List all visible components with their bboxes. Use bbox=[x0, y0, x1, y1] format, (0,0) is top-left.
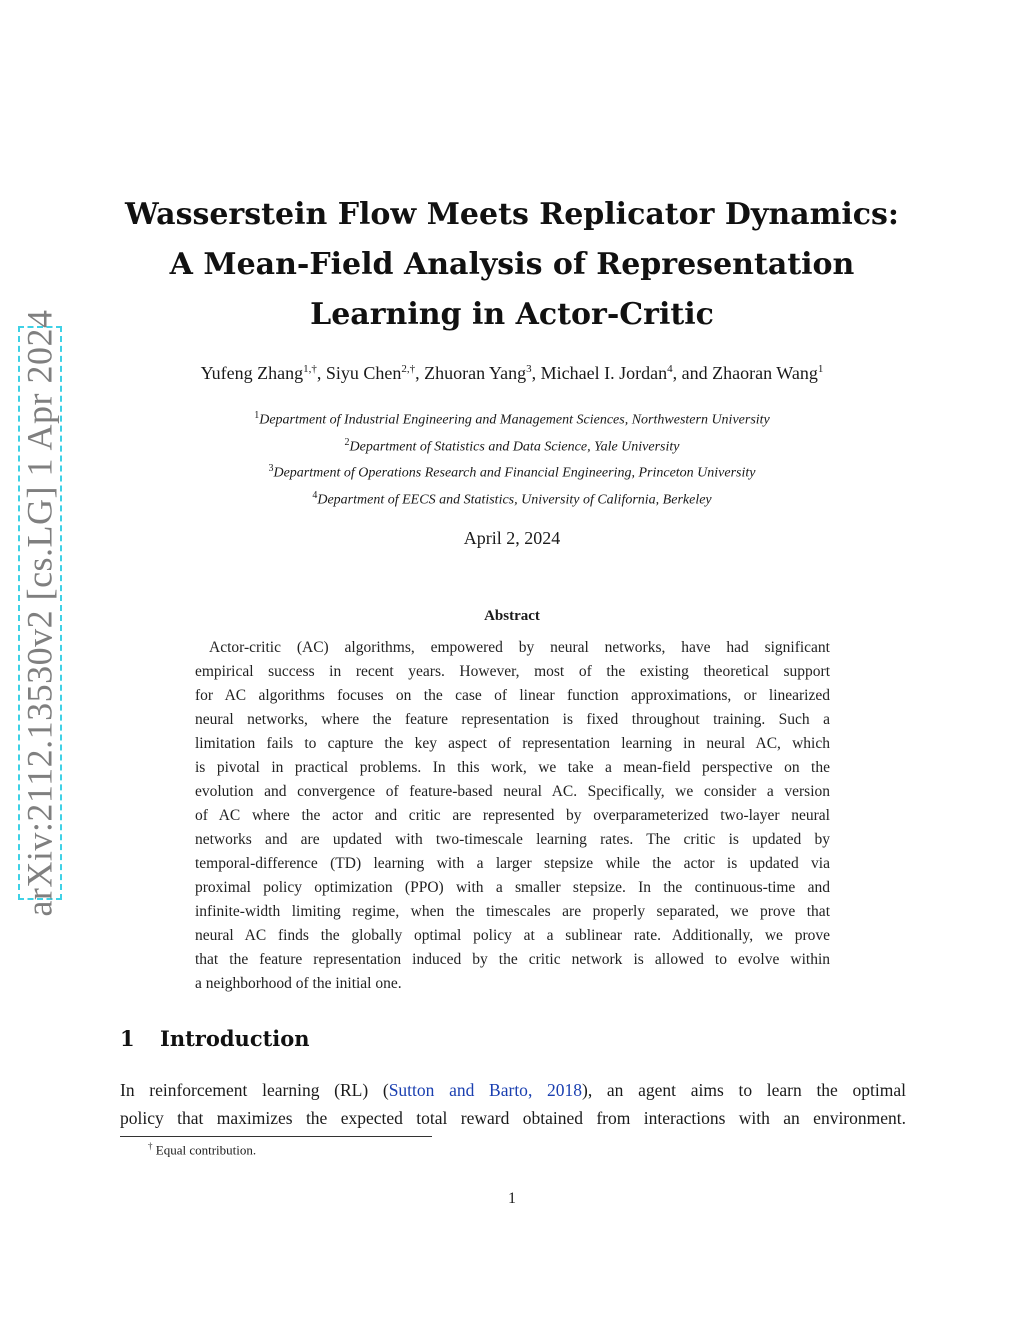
publication-date: April 2, 2024 bbox=[463, 528, 561, 548]
abstract-heading: Abstract bbox=[484, 608, 540, 624]
abstract-line: for AC algorithms focuses on the case of linear function approximations, or linearized bbox=[195, 687, 830, 704]
affiliation-text: Department of EECS and Statistics, University of California, Berkeley bbox=[317, 492, 712, 508]
arxiv-identifier: arXiv:2112.13530v2 [cs.LG] 1 Apr 2024 bbox=[20, 309, 60, 917]
abstract-line: is pivotal in practical problems. In this work, we take a mean-field perspective on the bbox=[195, 759, 830, 776]
affiliation-list bbox=[100, 405, 924, 512]
author-affiliation-mark: 3 bbox=[526, 363, 532, 375]
citation-year: 2018 bbox=[547, 1080, 583, 1100]
footnote-mark: † bbox=[148, 1141, 153, 1151]
affiliation-mark: 1 bbox=[254, 410, 260, 421]
abstract-line: of AC where the actor and critic are represented by overparameterized two-layer neural bbox=[195, 807, 830, 824]
intro-paragraph bbox=[120, 1076, 906, 1132]
footnote bbox=[148, 1141, 256, 1158]
abstract-line: temporal-difference (TD) learning with a larger stepsize while the actor is updated via bbox=[195, 855, 830, 872]
affiliation bbox=[100, 405, 924, 432]
author-affiliation-mark: 1 bbox=[817, 363, 824, 375]
affiliation bbox=[100, 432, 924, 459]
abstract-line: infinite-width limiting regime, when the timescales are properly separated, we prove that bbox=[195, 903, 830, 920]
affiliation-text: Department of Industrial Engineering and Management Sciences, Northwestern University bbox=[259, 412, 770, 428]
abstract-line: evolution and convergence of feature-based neural AC. Specifically, we consider a version bbox=[195, 783, 830, 800]
abstract-line: empirical success in recent years. However, most of the existing theoretical support bbox=[195, 663, 830, 680]
arxiv-identifier-stamp bbox=[18, 309, 62, 917]
author-list: Yufeng Zhang$^{1,\dagger}$, Siyu Chen$^{2,\dagger}$, Zhuoran Yang$^3$, Michael I. Jordan$^4$, and Zhaoran Wang$^1$ bbox=[200, 363, 824, 383]
section-heading bbox=[120, 1026, 310, 1051]
abstract-line: neural networks, where the feature representation is fixed throughout training. Such a bbox=[195, 711, 830, 728]
abstract-line: Actor-critic (AC) algorithms, empowered by neural networks, have had significant bbox=[209, 639, 830, 656]
footnote-divider bbox=[120, 1136, 432, 1137]
author-affiliation-mark: 4 bbox=[667, 363, 673, 375]
intro-text: In reinforcement learning (RL) ( bbox=[120, 1080, 389, 1100]
intro-text: ), an agent aims to learn the optimal bbox=[582, 1080, 906, 1100]
paper-title bbox=[100, 190, 924, 340]
author-name: Michael I. Jordan bbox=[540, 363, 668, 383]
affiliation-mark: 2 bbox=[344, 436, 350, 448]
citation-link[interactable] bbox=[389, 1080, 582, 1100]
affiliation bbox=[100, 485, 924, 512]
page-number: 1 bbox=[508, 1190, 516, 1207]
authors-connector: and bbox=[681, 363, 708, 383]
affiliation-mark: 3 bbox=[268, 463, 274, 475]
abstract-line: networks and are updated with two-timescale learning rates. The critic is updated by bbox=[195, 831, 830, 848]
affiliation bbox=[100, 458, 924, 485]
title-line: Learning in Actor-Critic bbox=[310, 297, 714, 332]
affiliation-text: Department of Statistics and Data Science, Yale University bbox=[349, 439, 680, 455]
intro-line: policy that maximizes the expected total reward obtained from interactions with an environment. bbox=[120, 1108, 906, 1128]
abstract-line: limitation fails to capture the key aspect of representation learning in neural AC, which bbox=[195, 735, 830, 752]
author-name: Zhuoran Yang bbox=[424, 363, 527, 383]
abstract-body bbox=[195, 636, 830, 996]
footnote-text: Equal contribution. bbox=[155, 1142, 257, 1158]
author-affiliation-mark: 1,† bbox=[303, 363, 317, 375]
abstract-line: that the feature representation induced by the critic network is allowed to evolve within bbox=[195, 951, 830, 968]
affiliation-mark: 4 bbox=[312, 489, 318, 501]
section-title: Introduction bbox=[160, 1026, 310, 1051]
abstract-line: a neighborhood of the initial one. bbox=[195, 975, 402, 992]
intro-line bbox=[120, 1076, 906, 1104]
title-line: Wasserstein Flow Meets Replicator Dynamics: bbox=[125, 197, 899, 232]
citation-authors: Sutton and Barto bbox=[388, 1080, 528, 1100]
section-number: 1 bbox=[120, 1026, 135, 1051]
affiliation-text: Department of Operations Research and Financial Engineering, Princeton University bbox=[273, 465, 756, 481]
author-name: Siyu Chen bbox=[325, 363, 402, 383]
author-affiliation-mark: 2,† bbox=[401, 363, 416, 375]
abstract-line: neural AC finds the globally optimal policy at a sublinear rate. Additionally, we prove bbox=[195, 927, 830, 944]
citation-separator: , bbox=[527, 1080, 548, 1100]
author-name: Yufeng Zhang bbox=[200, 363, 304, 383]
title-line: A Mean-Field Analysis of Representation bbox=[169, 247, 855, 282]
author-name: Zhaoran Wang bbox=[712, 363, 818, 383]
abstract-line: proximal policy optimization (PPO) with a smaller stepsize. In the continuous-time and bbox=[195, 879, 830, 896]
